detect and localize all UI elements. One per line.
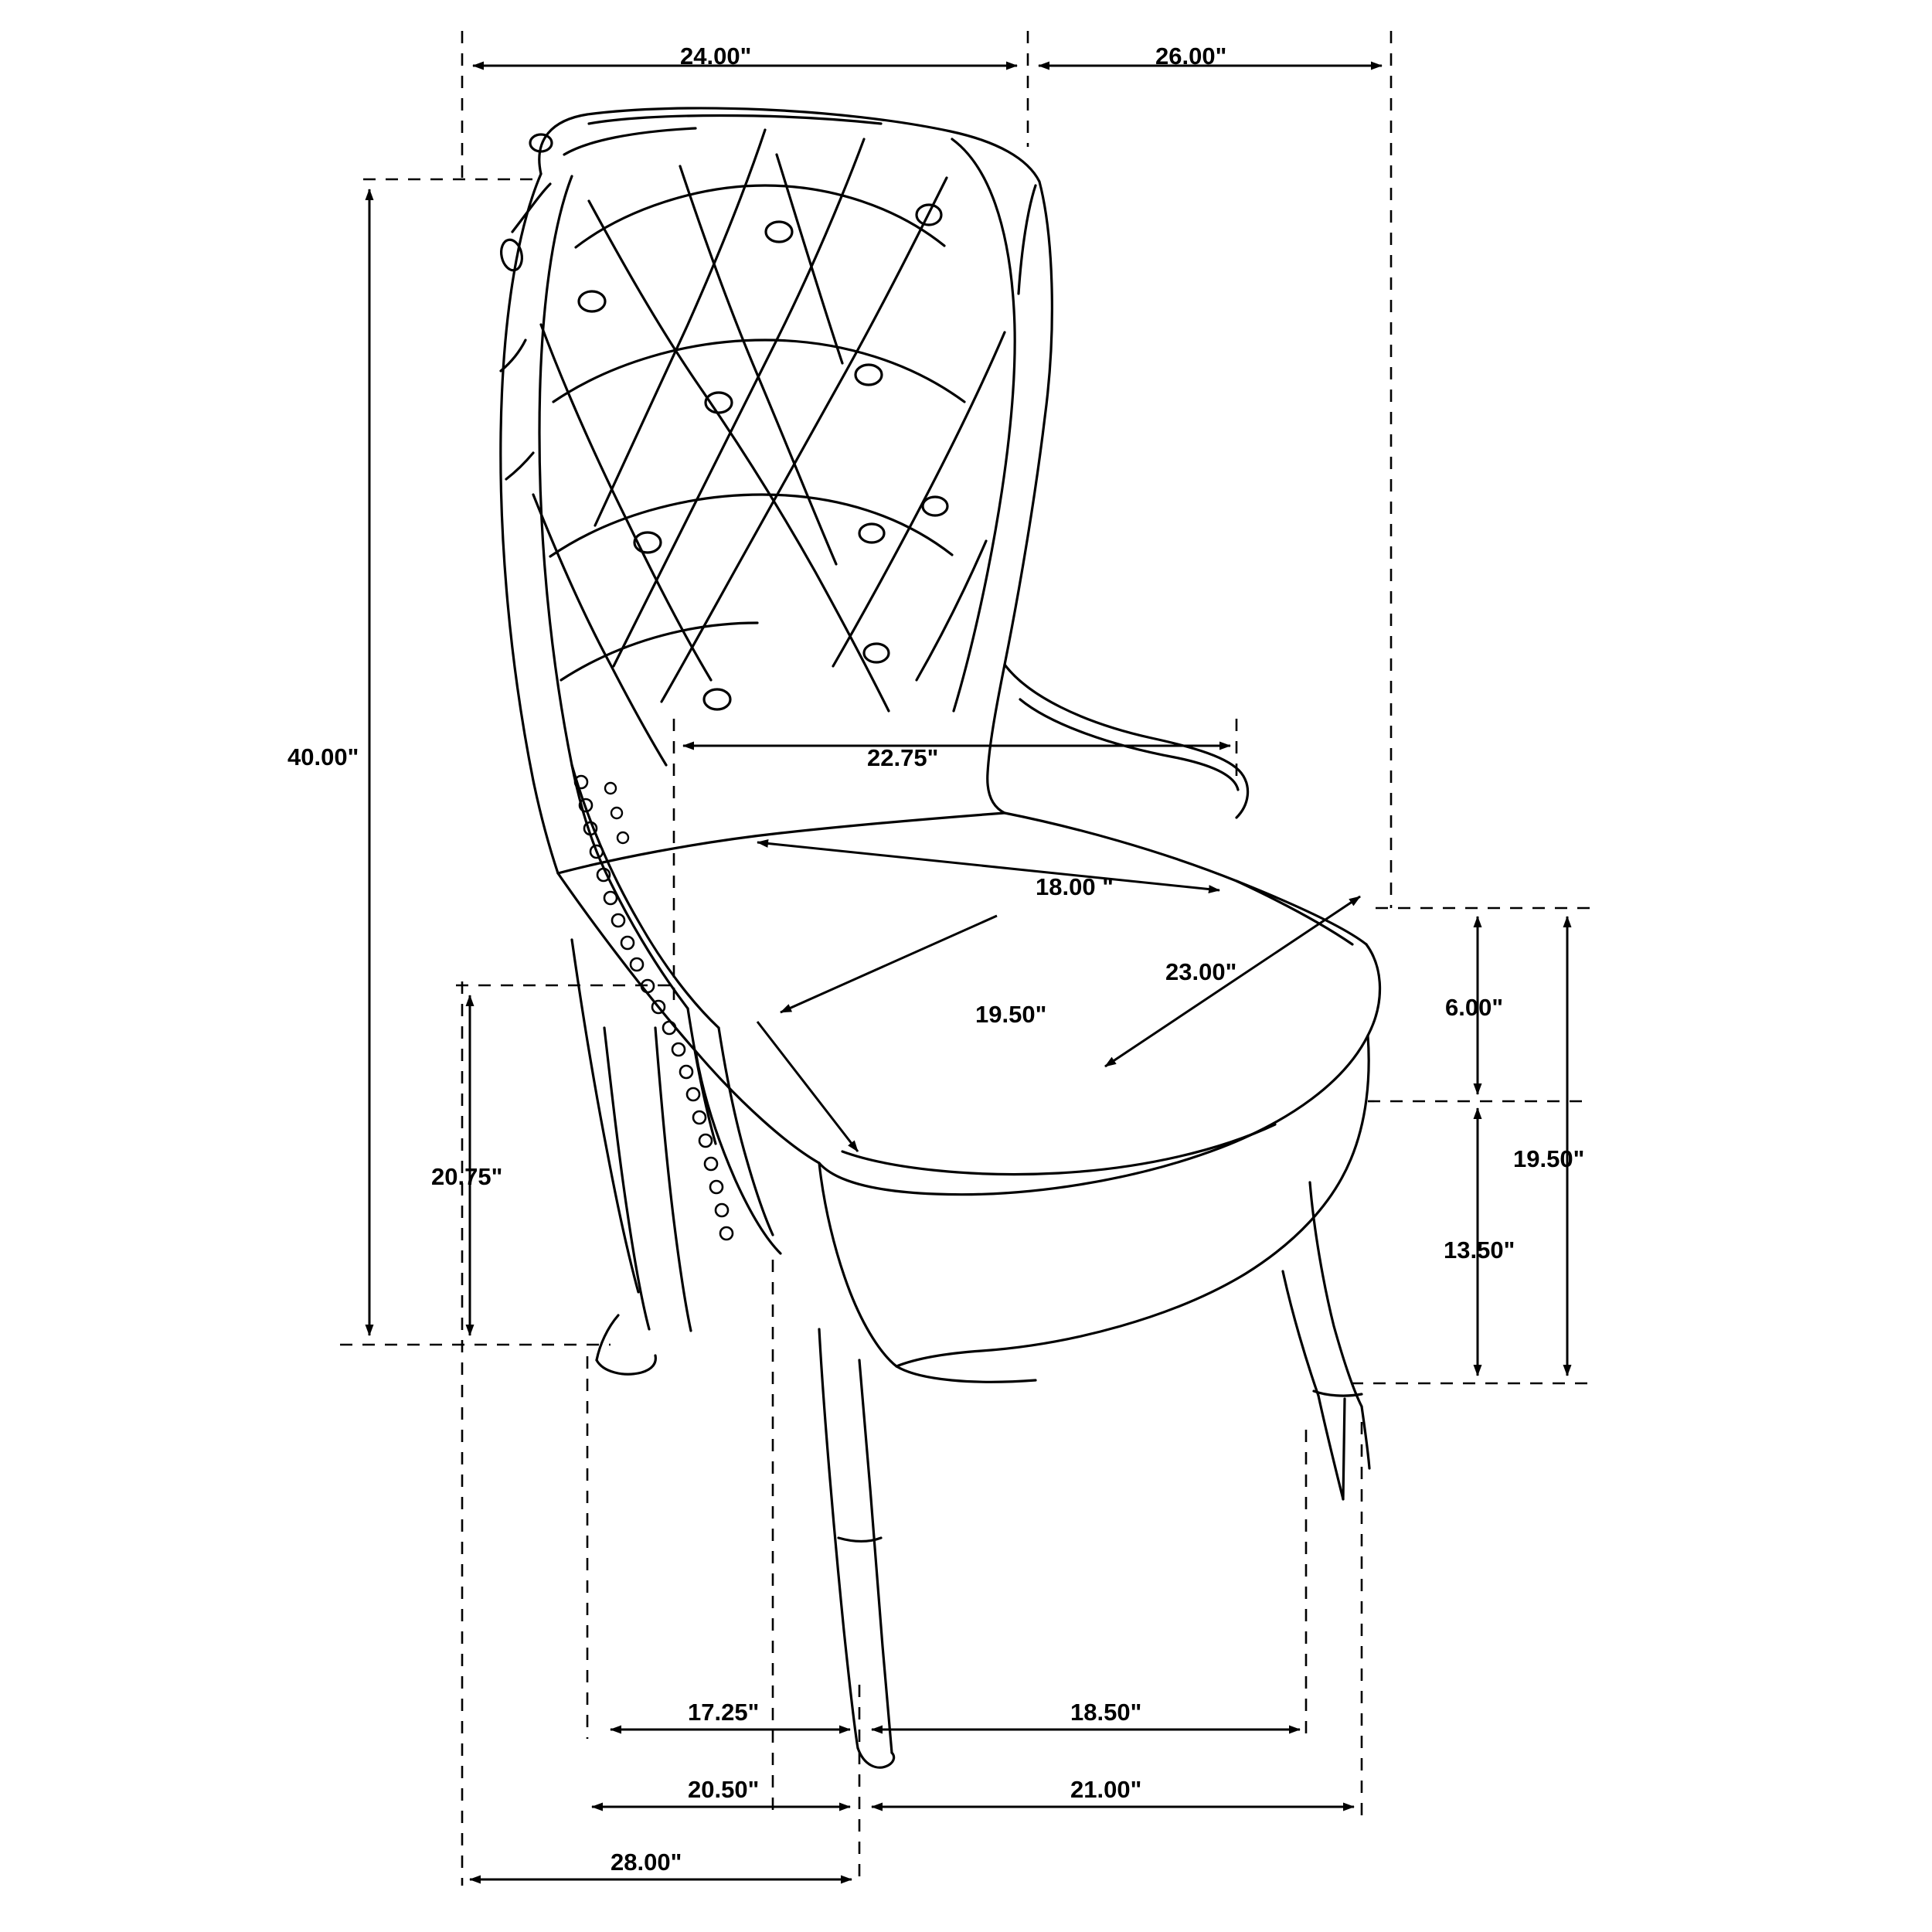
dimension-label-front-left-depth: 17.25" [688,1699,760,1726]
dimension-label-seat-overall-height: 19.50" [1513,1145,1585,1172]
dimension-label-overall-height: 40.00" [287,743,359,770]
dimension-label-arm-span-width: 22.75" [867,744,939,771]
dimension-label-overall-depth: 28.00" [611,1849,682,1876]
dimension-label-seat-height: 13.50" [1444,1236,1515,1264]
dimension-label-seat-diagonal: 23.00" [1165,958,1237,985]
dimension-label-front-right-depth: 18.50" [1070,1699,1142,1726]
dimension-label-seat-back-rise: 6.00" [1445,994,1504,1021]
dimension-label-base-left-width: 20.50" [688,1776,760,1803]
dimension-label-seat-width: 18.00 " [1036,873,1114,900]
dimension-label-top-right-width: 26.00" [1155,43,1227,70]
dimension-label-top-left-width: 24.00" [680,43,752,70]
dimension-label-seat-depth: 19.50" [975,1001,1047,1028]
dimension-label-arm-height: 20.75" [431,1163,503,1190]
dimension-label-base-right-width: 21.00" [1070,1776,1142,1803]
